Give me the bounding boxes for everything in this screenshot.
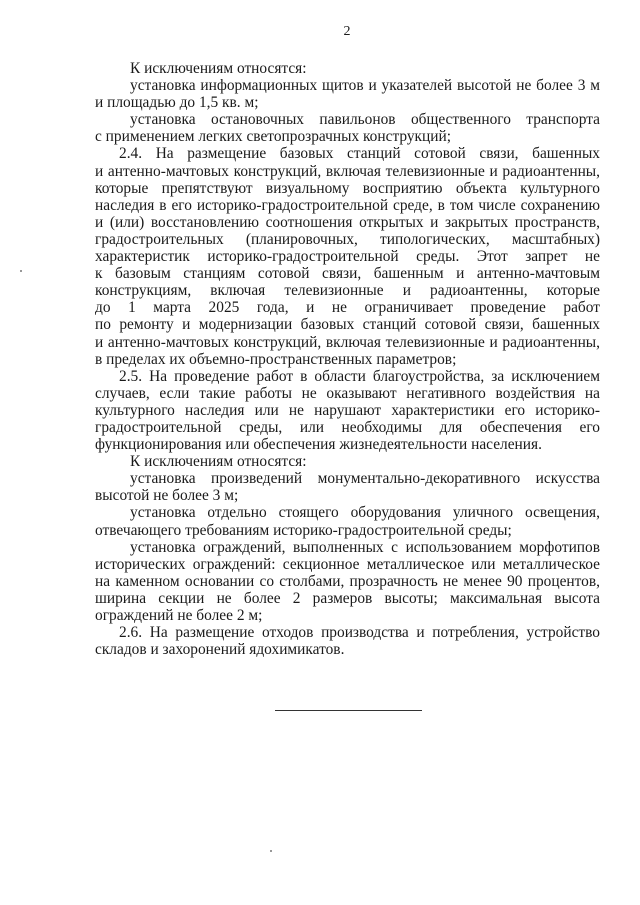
text-line: исторических ограждений: секционное металлическое или металлическое xyxy=(95,555,600,573)
text-line: на каменном основании со столбами, прозрачность не менее 90 процентов, xyxy=(95,572,600,590)
text-line: к базовым станциям сотовой связи, башенным и антенно-мачтовым xyxy=(95,265,600,283)
text-line: установка информационных щитов и указателей высотой не более 3 м xyxy=(130,77,600,95)
text-line: по ремонту и модернизации базовых станций сотовой связи, башенных xyxy=(95,316,600,334)
scan-speck xyxy=(20,270,22,272)
text-line: и антенно-мачтовых конструкций, включая телевизионные и радиоантенны, xyxy=(95,162,600,180)
text-line: наследия в его историко-градостроительной среде, в том числе сохранению xyxy=(95,196,600,214)
end-rule xyxy=(275,710,422,711)
text-line: отвечающего требованиям историко-градостроительной среды; xyxy=(95,521,512,539)
text-line: градостроительной среды, или необходимы для обеспечения его xyxy=(95,418,600,436)
scan-speck xyxy=(270,850,272,852)
text-line: и площадью до 1,5 кв. м; xyxy=(95,94,259,112)
text-line: высотой не более 3 м; xyxy=(95,487,239,505)
text-line: установка произведений монументально-декоративного искусства xyxy=(130,470,600,488)
text-line: и (или) восстановлению соотношения открытых и закрытых пространств, xyxy=(95,213,600,231)
document-body xyxy=(95,60,600,658)
text-line: ограждений не более 2 м; xyxy=(95,607,263,624)
text-line: которые препятствуют визуальному восприятию объекта культурного xyxy=(95,179,600,197)
text-line: 2.4. На размещение базовых станций сотовой связи, башенных xyxy=(119,145,600,163)
text-line: установка остановочных павильонов общественного транспорта xyxy=(130,111,600,129)
text-line: культурного наследия или не нарушают характеристики его историко- xyxy=(95,401,600,419)
text-line: и антенно-мачтовых конструкций, включая телевизионные и радиоантенны, xyxy=(95,333,600,351)
text-line: К исключениям относятся: xyxy=(130,453,307,471)
text-line: характеристик историко-градостроительной среды. Этот запрет не xyxy=(95,248,600,266)
text-line: К исключениям относятся: xyxy=(130,60,307,77)
text-line: 2.5. На проведение работ в области благоустройства, за исключением xyxy=(119,367,600,385)
text-line: ширина секции не более 2 размеров высоты; максимальная высота xyxy=(95,589,600,607)
text-line: градостроительных (планировочных, типологических, масштабных) xyxy=(95,230,600,248)
text-line: 2.6. На размещение отходов производства и потребления, устройство xyxy=(119,624,600,642)
text-line: в пределах их объемно-пространственных параметров; xyxy=(95,350,457,368)
text-line: установка отдельно стоящего оборудования уличного освещения, xyxy=(130,504,600,522)
text-line: конструкциям, включая телевизионные и радиоантенны, которые xyxy=(95,282,600,300)
page-number: 2 xyxy=(343,24,351,39)
text-line: до 1 марта 2025 года, и не ограничивает проведение работ xyxy=(95,299,600,317)
text-line: с применением легких светопрозрачных конструкций; xyxy=(95,128,452,146)
text-line: функционирования или обеспечения жизнедеятельности населения. xyxy=(95,436,542,454)
text-line: случаев, если такие работы не оказывают негативного воздействия на xyxy=(95,384,600,402)
text-line: установка ограждений, выполненных с использованием морфотипов xyxy=(130,538,600,556)
text-line: складов и захоронений ядохимикатов. xyxy=(95,641,345,659)
